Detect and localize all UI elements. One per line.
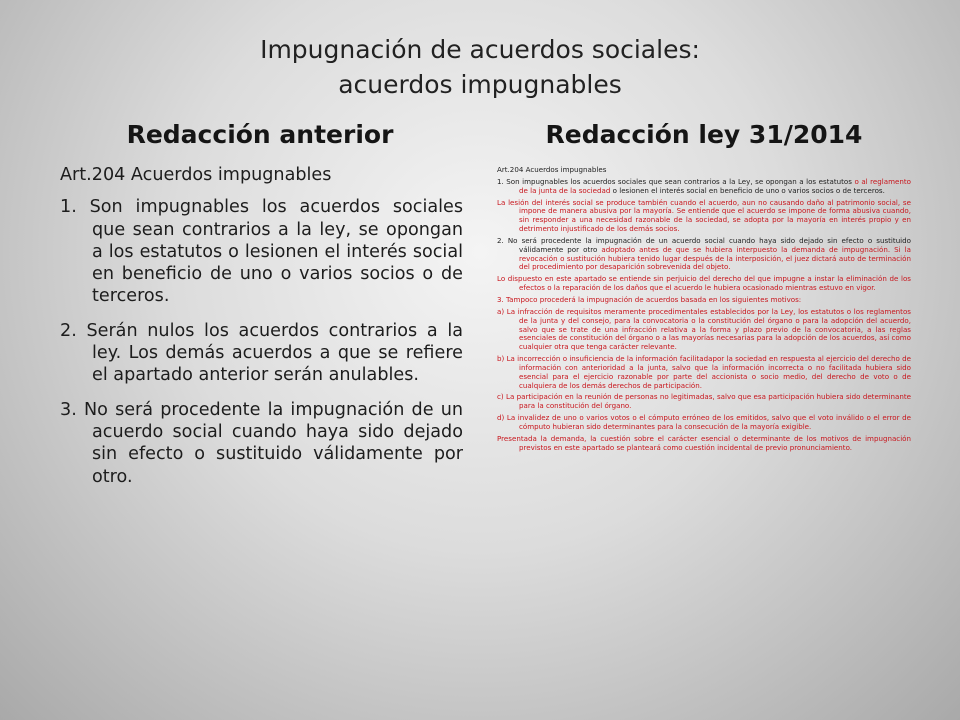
right-paragraph-1 [497,178,911,196]
left-column-heading: Redacción anterior [126,120,394,149]
right-p1-highlight: o al reglamento de la junta de la sociedad [519,176,911,195]
right-paragraph-6: Presentada la demanda, la cuestión sobre el carácter esencial o determinante de los motivos de impugnación previstos en este apartado se planteará como cuestión incidental de previo pronunciamiento. [497,433,911,452]
left-article-heading: Art.204 Acuerdos impugnables [60,165,332,185]
right-item-c: c) La participación en la reunión de personas no legitimadas, salvo que esa participación hubiera sido determinante para la constitución del órgano. [497,392,911,411]
right-item-d: d) La invalidez de uno o varios votos o el cómputo erróneo de los emitidos, salvo que el voto inválido o el error de cómputo hubieran sido determinantes para la consecución de la mayoría exigible. [497,413,911,431]
right-p3-part-a: 2. No será procedente la impugnación de un acuerdo social cuando haya sido dejado sin efecto o sustituido válidamente por otro [497,235,911,254]
right-p3-highlight: adoptado antes de que se hubiera interpuesto la demanda de impugnación. Si la revocación o sustitución hubiera tenido lugar después de la interposición, el juez dictará auto de terminación del procedimiento por desaparición sobrevenida del objeto. [519,244,911,272]
right-p1-part-a: 1. Son impugnables los acuerdos sociales que sean contrarios a la Ley, se opongan a los estatutos [497,176,855,186]
right-article-heading: Art.204 Acuerdos impugnables [497,165,607,174]
right-item-a: a) La infracción de requisitos meramente procedimentales establecidos por la Ley, los estatutos o los reglamentos de la junta y del consejo, para la convocatoria o la constitución del órgano o para la adopción del acuerdo, salvo que se trate de una infracción relativa a la forma y plazo previo de la convocatoria, a las reglas esenciales de constitución del órgano o a las mayorías necesarias para la adopción de los acuerdos, así como cualquier otra que tenga carácter relevante. [497,306,911,352]
right-paragraph-5: 3. Tampoco procederá la impugnación de acuerdos basada en los siguientes motivos: [497,294,802,304]
left-item-3: 3. No será procedente la impugnación de un acuerdo social cuando haya sido dejado sin efecto o sustituido válidamente por otro. [60,399,463,487]
left-column-text [60,164,463,500]
slide-title-line2: acuerdos impugnables [338,70,622,99]
left-item-1: 1. Son impugnables los acuerdos sociales que sean contrarios a la ley, se opongan a los estatutos o lesionen el interés social en beneficio de uno o varios socios o de terceros. [60,197,463,307]
right-column-heading: Redacción ley 31/2014 [545,120,863,149]
right-paragraph-4: Lo dispuesto en este apartado se entiende sin perjuicio del derecho del que impugne a instar la eliminación de los efectos o la reparación de los daños que el acuerdo le hubiera ocasionado mientras estuvo en vigor. [497,274,911,293]
right-column-text [497,166,911,455]
right-paragraph-2: La lesión del interés social se produce también cuando el acuerdo, aun no causando daño al patrimonio social, se impone de manera abusiva por la mayoría. Se entiende que el acuerdo se impone de forma abusiva cuando, sin responder a una necesidad razonable de la sociedad, se adopta por la mayoría en interés propio y en detrimento injustificado de los demás socios. [497,197,911,234]
right-paragraph-3 [497,237,911,272]
right-item-b: b) La incorrección o insuficiencia de la información facilitadapor la sociedad en respuesta al ejercicio del derecho de información con anterioridad a la junta, salvo que la información incorrecta o no facilitada hubiera sido esencial para el ejercicio razonable por parte del accionista o socio medio, del derecho de voto o de cualquiera de los demás derechos de participación. [497,354,911,390]
slide-title [120,32,840,102]
slide-title-line1: Impugnación de acuerdos sociales: [260,35,700,64]
left-item-2: 2. Serán nulos los acuerdos contrarios a la ley. Los demás acuerdos a que se refiere el apartado anterior serán anulables. [60,320,463,386]
right-p1-part-b: o lesionen el interés social en beneficio de uno o varios socios o de terceros. [610,185,885,195]
